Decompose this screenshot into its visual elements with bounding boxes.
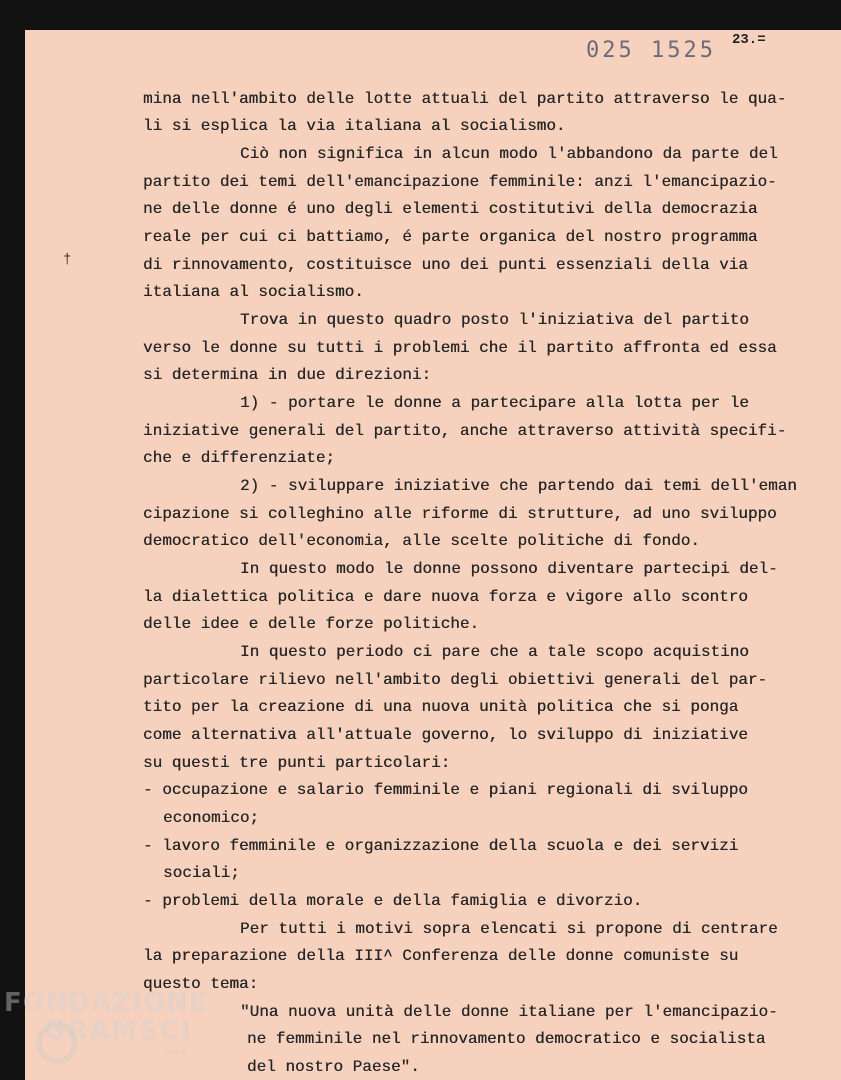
text-line: democratico dell'economia, alle scelte politiche di fondo. <box>143 532 700 550</box>
text-line: Ciò non significa in alcun modo l'abbandono da parte del <box>240 145 778 163</box>
text-line: li si esplica la via italiana al socialismo. <box>143 117 566 135</box>
text-line: Per tutti i motivi sopra elencati si propone di centrare <box>240 920 778 938</box>
text-line: Trova in questo quadro posto l'iniziativa del partito <box>240 311 749 329</box>
text-line: 2) - sviluppare iniziative che partendo dai temi dell'eman <box>240 477 797 495</box>
text-line: 1) - portare le donne a partecipare alla lotta per le <box>240 394 749 412</box>
list-item: - lavoro femminile e organizzazione della scuola e dei servizi <box>143 837 739 855</box>
margin-mark: † <box>63 252 72 268</box>
text-line: italiana al socialismo. <box>143 283 364 301</box>
text-line: questo tema: <box>143 975 259 993</box>
text-line: che e differenziate; <box>143 449 336 467</box>
watermark-line1: FONDAZIONE <box>4 988 208 1018</box>
text-line: mina nell'ambito delle lotte attuali del partito attraverso le qua- <box>143 90 787 108</box>
text-line: particolare rilievo nell'ambito degli obiettivi generali del par- <box>143 671 768 689</box>
text-line: In questo periodo ci pare che a tale scopo acquistino <box>240 643 749 661</box>
text-line: partito dei temi dell'emancipazione femminile: anzi l'emancipazio- <box>143 173 777 191</box>
text-line: tito per la creazione di una nuova unità politica che si ponga <box>143 698 739 716</box>
text-line: sociali; <box>163 864 240 882</box>
text-line: su questi tre punti particolari: <box>143 754 451 772</box>
text-line: reale per cui ci battiamo, é parte organica del nostro programma <box>143 228 758 246</box>
quote-line: ne femminile nel rinnovamento democratico e socialista <box>247 1030 766 1048</box>
archive-number-stamp: 025 1525 <box>586 38 716 63</box>
text-line: di rinnovamento, costituisce uno dei punti essenziali della via <box>143 256 748 274</box>
text-line: ne delle donne é uno degli elementi costitutivi della democrazia <box>143 200 758 218</box>
text-line: la dialettica politica e dare nuova forza e vigore allo scontro <box>143 588 748 606</box>
watermark-small: Onlus <box>164 1047 187 1056</box>
text-line: la preparazione della III^ Conferenza delle donne comuniste su <box>143 947 739 965</box>
list-item: - occupazione e salario femminile e piani regionali di sviluppo <box>143 781 748 799</box>
text-line: delle idee e delle forze politiche. <box>143 615 480 633</box>
text-line: In questo modo le donne possono diventare partecipi del- <box>240 560 778 578</box>
text-line: cipazione si colleghino alle riforme di strutture, ad uno sviluppo <box>143 505 777 523</box>
watermark-line2: GRAMSCI <box>44 1016 193 1046</box>
text-line: verso le donne su tutti i problemi che il partito affronta ed essa <box>143 339 777 357</box>
quote-line: del nostro Paese". <box>247 1058 420 1076</box>
text-line: si determina in due direzioni: <box>143 366 432 384</box>
text-line: economico; <box>163 809 260 827</box>
page-number: 23.= <box>732 32 766 48</box>
quote-line: "Una nuova unità delle donne italiane per l'emancipazio- <box>240 1003 778 1021</box>
text-line: iniziative generali del partito, anche attraverso attività specifi- <box>143 422 787 440</box>
text-line: come alternativa all'attuale governo, lo sviluppo di iniziative <box>143 726 748 744</box>
list-item: - problemi della morale e della famiglia e divorzio. <box>143 892 643 910</box>
watermark <box>4 988 208 1056</box>
